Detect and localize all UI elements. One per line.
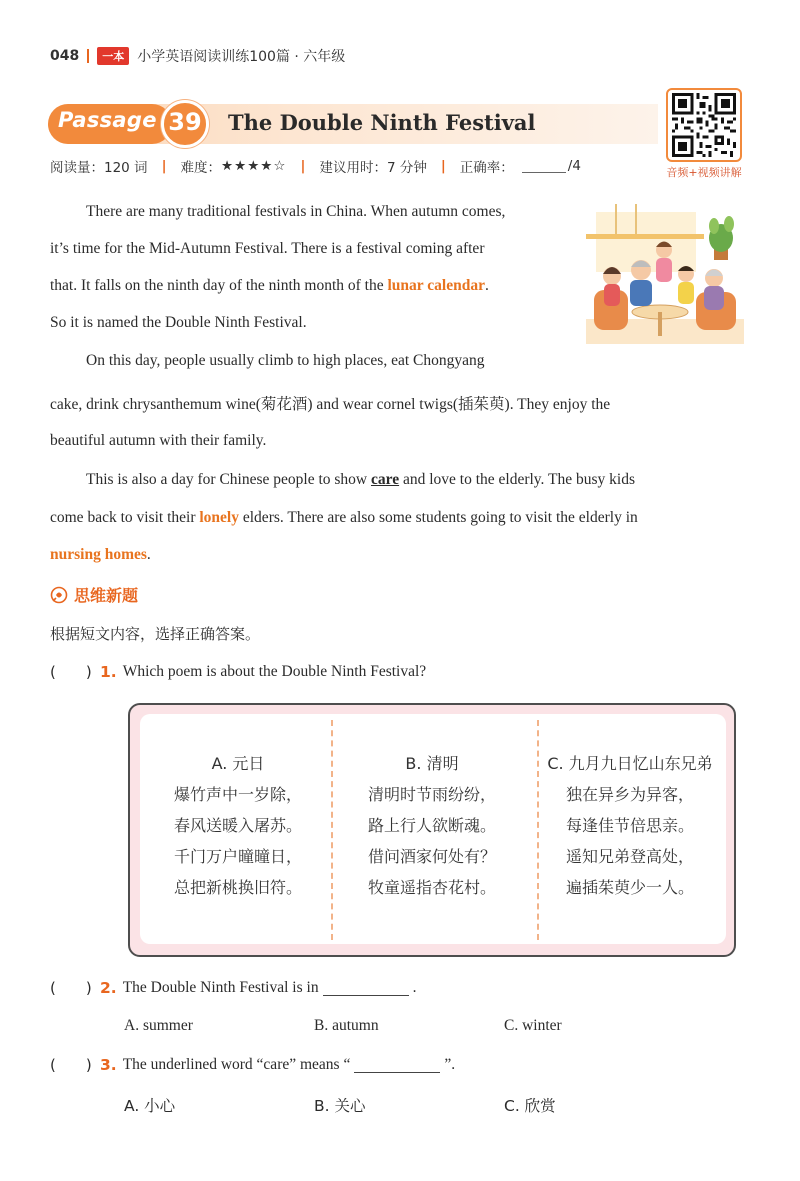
option-c[interactable]: C. winter <box>504 1017 562 1034</box>
body-text: and love to the elderly. The busy kids <box>399 471 635 488</box>
poem-line: 路上行人欲断魂。 <box>367 816 496 835</box>
info-separator: | <box>440 158 446 174</box>
question-end: . <box>412 978 417 996</box>
family-gathering-illustration <box>586 204 744 344</box>
question-end: ”. <box>444 1055 456 1073</box>
running-header <box>50 44 345 68</box>
paragraph-1-line-3 <box>50 267 489 304</box>
paragraph-3-line-3 <box>50 536 151 573</box>
question-3 <box>50 1054 455 1075</box>
question-text: Which poem is about the Double Ninth Festival? <box>122 662 427 680</box>
answer-blank[interactable]: ( ) <box>50 663 92 681</box>
difficulty-stars-icon: ★★★★☆ <box>221 158 287 174</box>
passage-title: The Double Ninth Festival <box>228 110 536 135</box>
option-a[interactable]: A. summer <box>124 1017 193 1034</box>
paragraph-2-line-2: cake, drink chrysanthemum wine(菊花酒) and wear cornel twigs(插茱萸). They enjoy the <box>50 396 611 413</box>
highlight-lonely: lonely <box>199 509 239 526</box>
question-number: 3. <box>100 1055 117 1074</box>
option-a[interactable]: A. 小心 <box>124 1097 176 1115</box>
page-number: 048 <box>50 48 80 64</box>
poem-line: 清明时节雨纷纷， <box>367 785 496 804</box>
option-c[interactable]: C. 欣赏 <box>504 1097 556 1115</box>
difficulty-label: 难度： <box>180 160 221 176</box>
paragraph-1-line-4: So it is named the Double Ninth Festival. <box>50 314 307 331</box>
paragraph-1-line-1: There are many traditional festivals in China. When autumn comes, <box>86 203 506 220</box>
answer-blank[interactable]: ( ) <box>50 1056 92 1074</box>
question-1 <box>50 661 426 682</box>
question-2 <box>50 977 416 998</box>
poem-line: 总把新桃换旧符。 <box>173 878 302 897</box>
body-text: This is also a day for Chinese people to show <box>86 471 371 488</box>
passage-label: Passage <box>58 108 157 132</box>
body-text: come back to visit their <box>50 509 200 526</box>
info-separator: | <box>300 158 306 174</box>
qr-label: 音频+视频讲解 <box>666 166 742 179</box>
qr-code-icon <box>671 93 737 157</box>
poem-option-c[interactable] <box>532 748 728 903</box>
body-text: elders. There are also some students going to visit the elderly in <box>239 509 638 526</box>
poem-line: 借问酒家何处有？ <box>367 847 496 866</box>
fill-blank[interactable] <box>323 980 409 996</box>
option-b[interactable]: B. autumn <box>314 1017 379 1034</box>
poem-line: 千门万户曈曈日， <box>173 847 302 866</box>
underlined-word-care: care <box>370 471 400 488</box>
accuracy-blank[interactable] <box>522 160 566 173</box>
option-b[interactable]: B. 关心 <box>314 1097 366 1115</box>
qr-code[interactable] <box>666 88 742 162</box>
question-number: 2. <box>100 978 117 997</box>
question-text: The Double Ninth Festival is in <box>122 978 319 996</box>
time-label: 建议用时： <box>319 160 387 176</box>
header-separator <box>87 49 89 63</box>
instruction: 根据短文内容，选择正确答案。 <box>50 625 261 643</box>
question-number: 1. <box>100 662 117 681</box>
poem-line: 每逢佳节倍思亲。 <box>565 816 694 835</box>
paragraph-2-line-3: beautiful autumn with their family. <box>50 432 267 449</box>
poem-line: 爆竹声中一岁除， <box>173 785 302 804</box>
info-line <box>50 156 581 176</box>
poem-option-b[interactable] <box>334 748 530 903</box>
poem-line: 遍插茱萸少一人。 <box>565 878 694 897</box>
highlight-nursing-homes: nursing homes <box>50 546 147 563</box>
highlight-lunar-calendar: lunar calendar <box>387 277 485 294</box>
section-heading <box>50 583 138 606</box>
reading-label: 阅读量： <box>50 160 104 176</box>
accuracy-label: 正确率： <box>459 160 514 176</box>
poem-title: A. 元日 <box>211 754 265 773</box>
accuracy-total: /4 <box>567 158 581 174</box>
paragraph-2-line-1: On this day, people usually climb to high places, eat Chongyang <box>86 352 485 369</box>
paragraph-3-line-2 <box>50 499 638 536</box>
passage-number: 39 <box>168 108 202 136</box>
time-value: 7 分钟 <box>386 160 427 176</box>
body-text: . <box>484 277 489 294</box>
question-text: The underlined word “care” means “ <box>122 1055 351 1073</box>
paragraph-1-line-2: it’s time for the Mid-Autumn Festival. There is a festival coming after <box>50 240 485 257</box>
paragraph-3-line-1 <box>86 461 635 498</box>
reading-value: 120 词 <box>104 160 148 176</box>
fill-blank[interactable] <box>354 1057 440 1073</box>
body-text: that. It falls on the ninth day of the ninth month of the <box>50 277 388 294</box>
section-title: 思维新题 <box>74 586 139 605</box>
poem-line: 独在异乡为异客， <box>565 785 694 804</box>
poem-line: 春风送暖入屠苏。 <box>173 816 302 835</box>
poem-line: 遥知兄弟登高处， <box>565 847 694 866</box>
book-title: 小学英语阅读训练100篇 · 六年级 <box>137 49 346 65</box>
poem-title: C. 九月九日忆山东兄弟 <box>547 754 713 773</box>
poem-option-a[interactable] <box>140 748 336 903</box>
info-separator: | <box>161 158 167 174</box>
brand-logo: 一本 <box>97 47 129 65</box>
answer-blank[interactable]: ( ) <box>50 979 92 997</box>
poem-line: 牧童遥指杏花村。 <box>367 878 496 897</box>
thinking-icon <box>50 586 68 604</box>
body-text: . <box>146 546 151 563</box>
poem-title: B. 清明 <box>405 754 459 773</box>
